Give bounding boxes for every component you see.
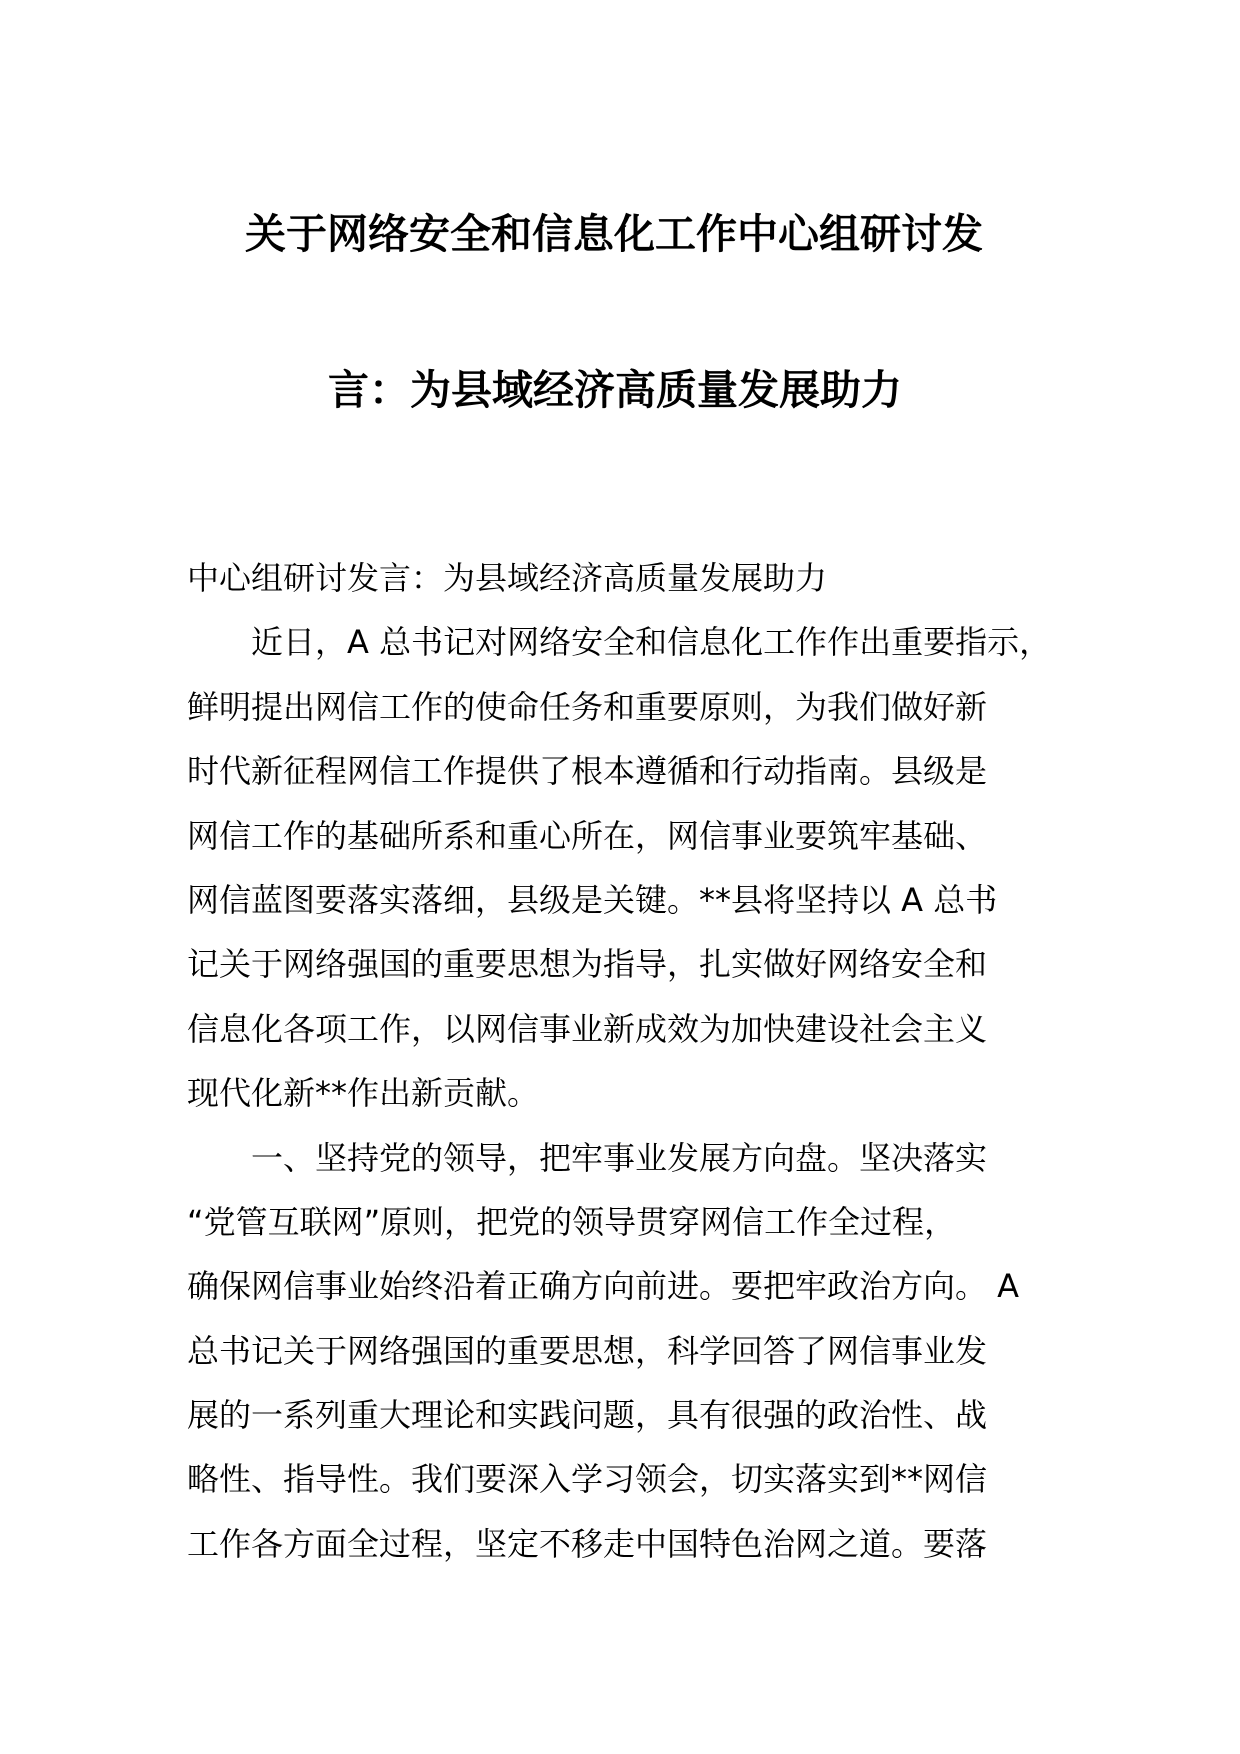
document-title-line-2: 言：为县域经济高质量发展助力 [328,366,902,414]
body-line-6: 网信蓝图要落实落细，县级是关键。**县将坚持以 A 总书 [187,880,998,919]
body-line-10: 一、坚持党的领导，把牢事业发展方向盘。坚决落实 [187,1138,988,1177]
body-line-2: 近日，A 总书记对网络安全和信息化工作作出重要指示， [187,623,1052,662]
body-line-5: 网信工作的基础所系和重心所在，网信事业要筑牢基础、 [187,816,988,855]
body-line-15: 略性、指导性。我们要深入学习领会，切实落实到**网信 [187,1460,988,1499]
document-title-line-1: 关于网络安全和信息化工作中心组研讨发 [245,210,983,258]
body-line-16: 工作各方面全过程，坚定不移走中国特色治网之道。要落 [187,1524,988,1563]
body-line-14: 展的一系列重大理论和实践问题，具有很强的政治性、战 [187,1396,988,1435]
body-line-4: 时代新征程网信工作提供了根本遵循和行动指南。县级是 [187,752,988,791]
body-line-12: 确保网信事业始终沿着正确方向前进。要把牢政治方向。 A [187,1267,1020,1306]
body-line-9: 现代化新**作出新贡献。 [187,1074,540,1113]
body-line-7: 记关于网络强国的重要思想为指导，扎实做好网络安全和 [187,945,988,984]
body-line-3: 鲜明提出网信工作的使命任务和重要原则，为我们做好新 [187,687,988,726]
document-body [187,546,1067,1576]
body-line-1: 中心组研讨发言：为县域经济高质量发展助力 [187,559,828,597]
body-line-8: 信息化各项工作，以网信事业新成效为加快建设社会主义 [187,1009,988,1048]
body-line-11: “党管互联网”原则，把党的领导贯穿网信工作全过程， [187,1202,957,1241]
body-line-13: 总书记关于网络强国的重要思想，科学回答了网信事业发 [187,1331,988,1370]
